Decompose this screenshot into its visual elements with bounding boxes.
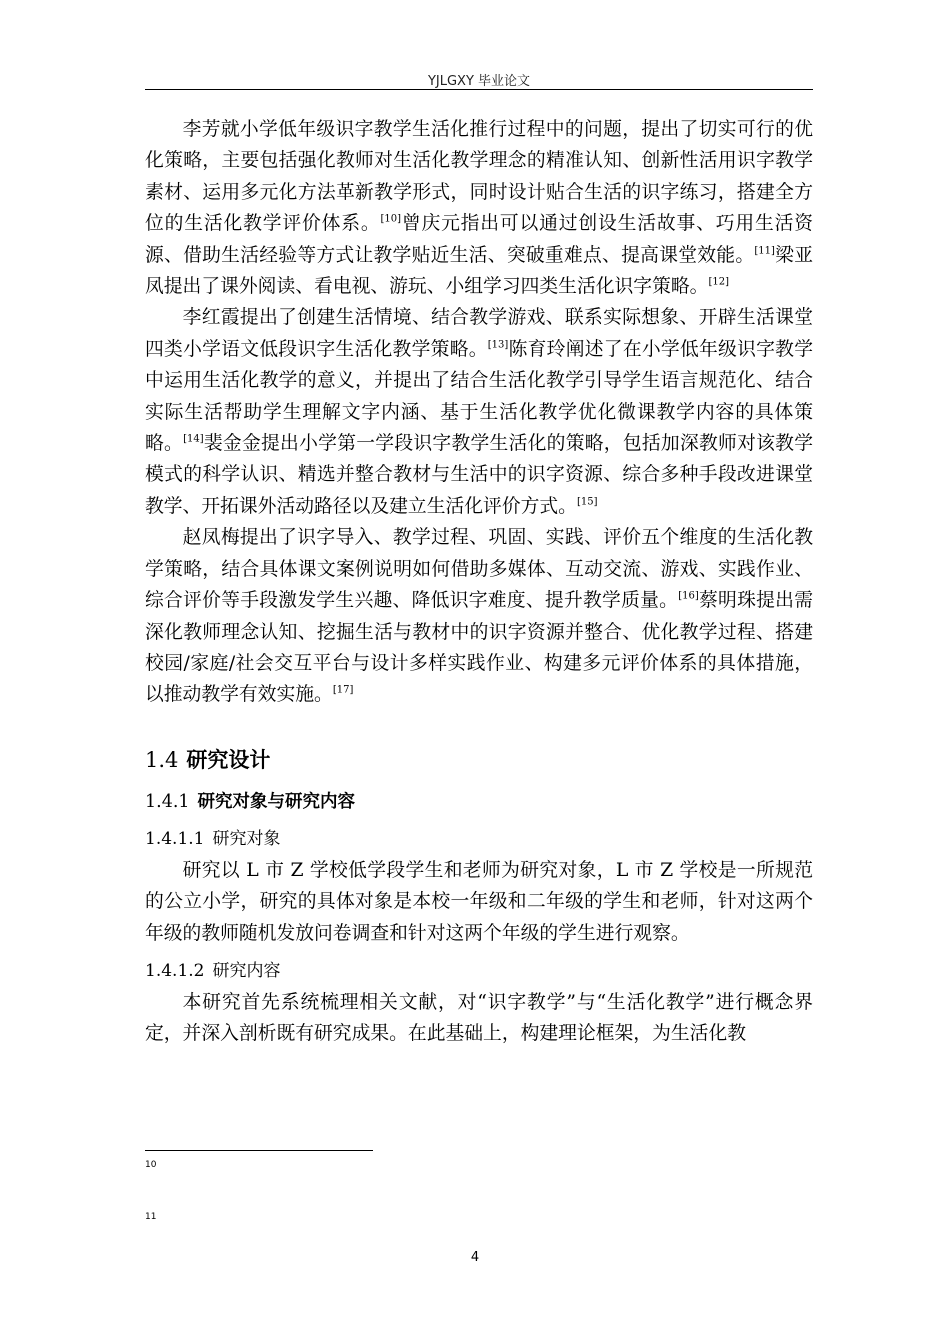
paragraph-text: 蔡明珠提出需深化教师理念认知、挖掘生活与教材中的识字资源并整合、优化教学过程、搭建校园/家庭/社会交互平台与设计多样实践作业、构建多元评价体系的具体措施，以推动教学有效实施。	[145, 590, 814, 706]
citation-superscript[interactable]: [17]	[332, 685, 354, 697]
paragraph-text: 梁亚凤提出了课外阅读、看电视、游玩、小组学习四类生活化识字策略。	[145, 244, 814, 298]
subsubsection-number: 1.4.1.1	[145, 828, 205, 849]
paragraph-text: 李芳就小学低年级识字教学生活化推行过程中的问题，提出了切实可行的优化策略，主要包括强化教师对生活化教学理念的精准认知、创新性活用识字教学素材、运用多元化方法革新教学形式，同时设计贴合生活的识字练习，搭建全方位的生活化教学评价体系。	[145, 119, 813, 235]
citation-superscript[interactable]: [13]	[487, 339, 509, 351]
paragraph-text: 赵凤梅提出了识字导入、教学过程、巩固、实践、评价五个维度的生活化教学策略，结合具体课文案例说明如何借助多媒体、互动交流、游戏、实践作业、综合评价等手段激发学生兴趣、降低识字难度、提升教学质量。	[145, 527, 813, 612]
subsubsection-title: 研究对象	[212, 828, 281, 849]
subsubsection-number: 1.4.1.2	[145, 960, 205, 981]
footnote-separator	[145, 1150, 373, 1151]
subsection-heading	[145, 787, 813, 817]
page-body	[145, 114, 813, 1050]
paragraph-literature-3	[145, 522, 813, 710]
page-number: 4	[470, 1250, 480, 1265]
paragraph-literature-2	[145, 302, 813, 522]
subsection-title: 研究对象与研究内容	[197, 791, 356, 812]
literature-review-paragraphs	[145, 114, 813, 711]
paragraph-text: 陈育玲阐述了在小学低年级识字教学中运用生活化教学的意义，并提出了结合生活化教学引导学生语言规范化、结合实际生活帮助学生理解文字内涵、基于生活化教学优化微课教学内容的具体策略。	[145, 338, 814, 455]
footnote-11: 11	[145, 1212, 157, 1222]
citation-superscript[interactable]: [15]	[576, 496, 598, 508]
footnote-10: 10	[145, 1160, 157, 1170]
subsubsection-heading-object	[145, 825, 813, 853]
paragraph-literature-1	[145, 114, 813, 302]
subsubsection-heading-content	[145, 957, 813, 985]
citation-superscript[interactable]: [16]	[678, 590, 699, 602]
paragraph-research-object: 研究以 L 市 Z 学校低学段学生和老师为研究对象，L 市 Z 学校是一所规范的公立小学，研究的具体对象是本校一年级和二年级的学生和老师，针对这两个年级的教师随机发放问卷调查和针对这两个年级的学生进行观察。	[145, 859, 813, 944]
section-title: 研究设计	[186, 747, 271, 772]
citation-superscript[interactable]: [14]	[183, 433, 204, 445]
subsection-number: 1.4.1	[145, 791, 190, 812]
paragraph-text: 裴金金提出小学第一学段识字教学生活化的策略，包括加深教师对该教学模式的科学认识、精选并整合教材与生活中的识字资源、综合多种手段改进课堂教学、开拓课外活动路径以及建立生活化评价方式。	[145, 433, 814, 517]
section-number: 1.4	[145, 747, 179, 772]
running-header: YJLGXY 毕业论文	[427, 74, 531, 89]
section-heading	[145, 745, 813, 775]
citation-superscript[interactable]: [12]	[708, 276, 729, 288]
header-rule	[145, 89, 813, 90]
paragraph-research-content: 本研究首先系统梳理相关文献，对“识字教学”与“生活化教学”进行概念界定，并深入剖析既有研究成果。在此基础上，构建理论框架，为生活化教	[145, 991, 813, 1045]
subsubsection-title: 研究内容	[212, 960, 281, 981]
paragraph-text: 李红霞提出了创建生活情境、结合教学游戏、联系实际想象、开辟生活课堂四类小学语文低段识字生活化教学策略。	[145, 307, 813, 360]
citation-superscript[interactable]: [10]	[380, 213, 401, 225]
paragraph-text: 曾庆元指出可以通过创设生活故事、巧用生活资源、借助生活经验等方式让教学贴近生活、突破重难点、提高课堂效能。	[145, 213, 814, 266]
citation-superscript[interactable]: [11]	[754, 245, 775, 257]
